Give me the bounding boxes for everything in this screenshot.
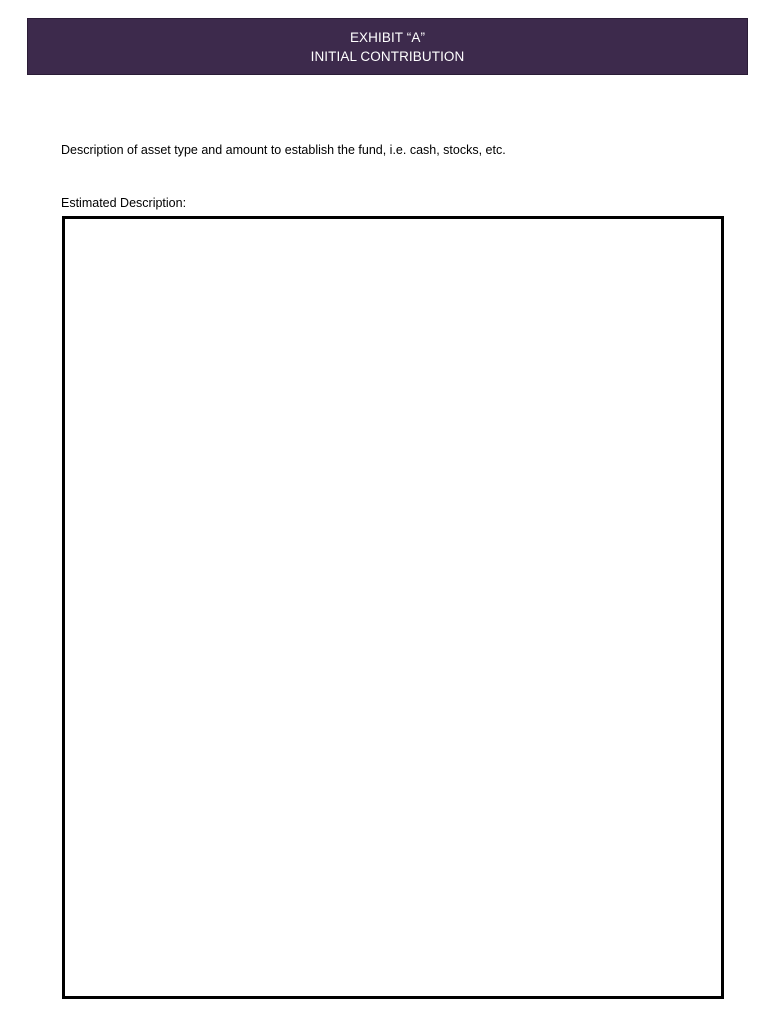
- estimated-description-field[interactable]: [62, 216, 724, 999]
- estimated-description-label: Estimated Description:: [61, 196, 187, 210]
- exhibit-title: EXHIBIT “A”: [349, 29, 426, 45]
- instructions-text: Description of asset type and amount to establish the fund, i.e. cash, stocks, etc.: [61, 143, 506, 157]
- exhibit-header: [27, 18, 748, 75]
- exhibit-subtitle: INITIAL CONTRIBUTION: [310, 48, 465, 64]
